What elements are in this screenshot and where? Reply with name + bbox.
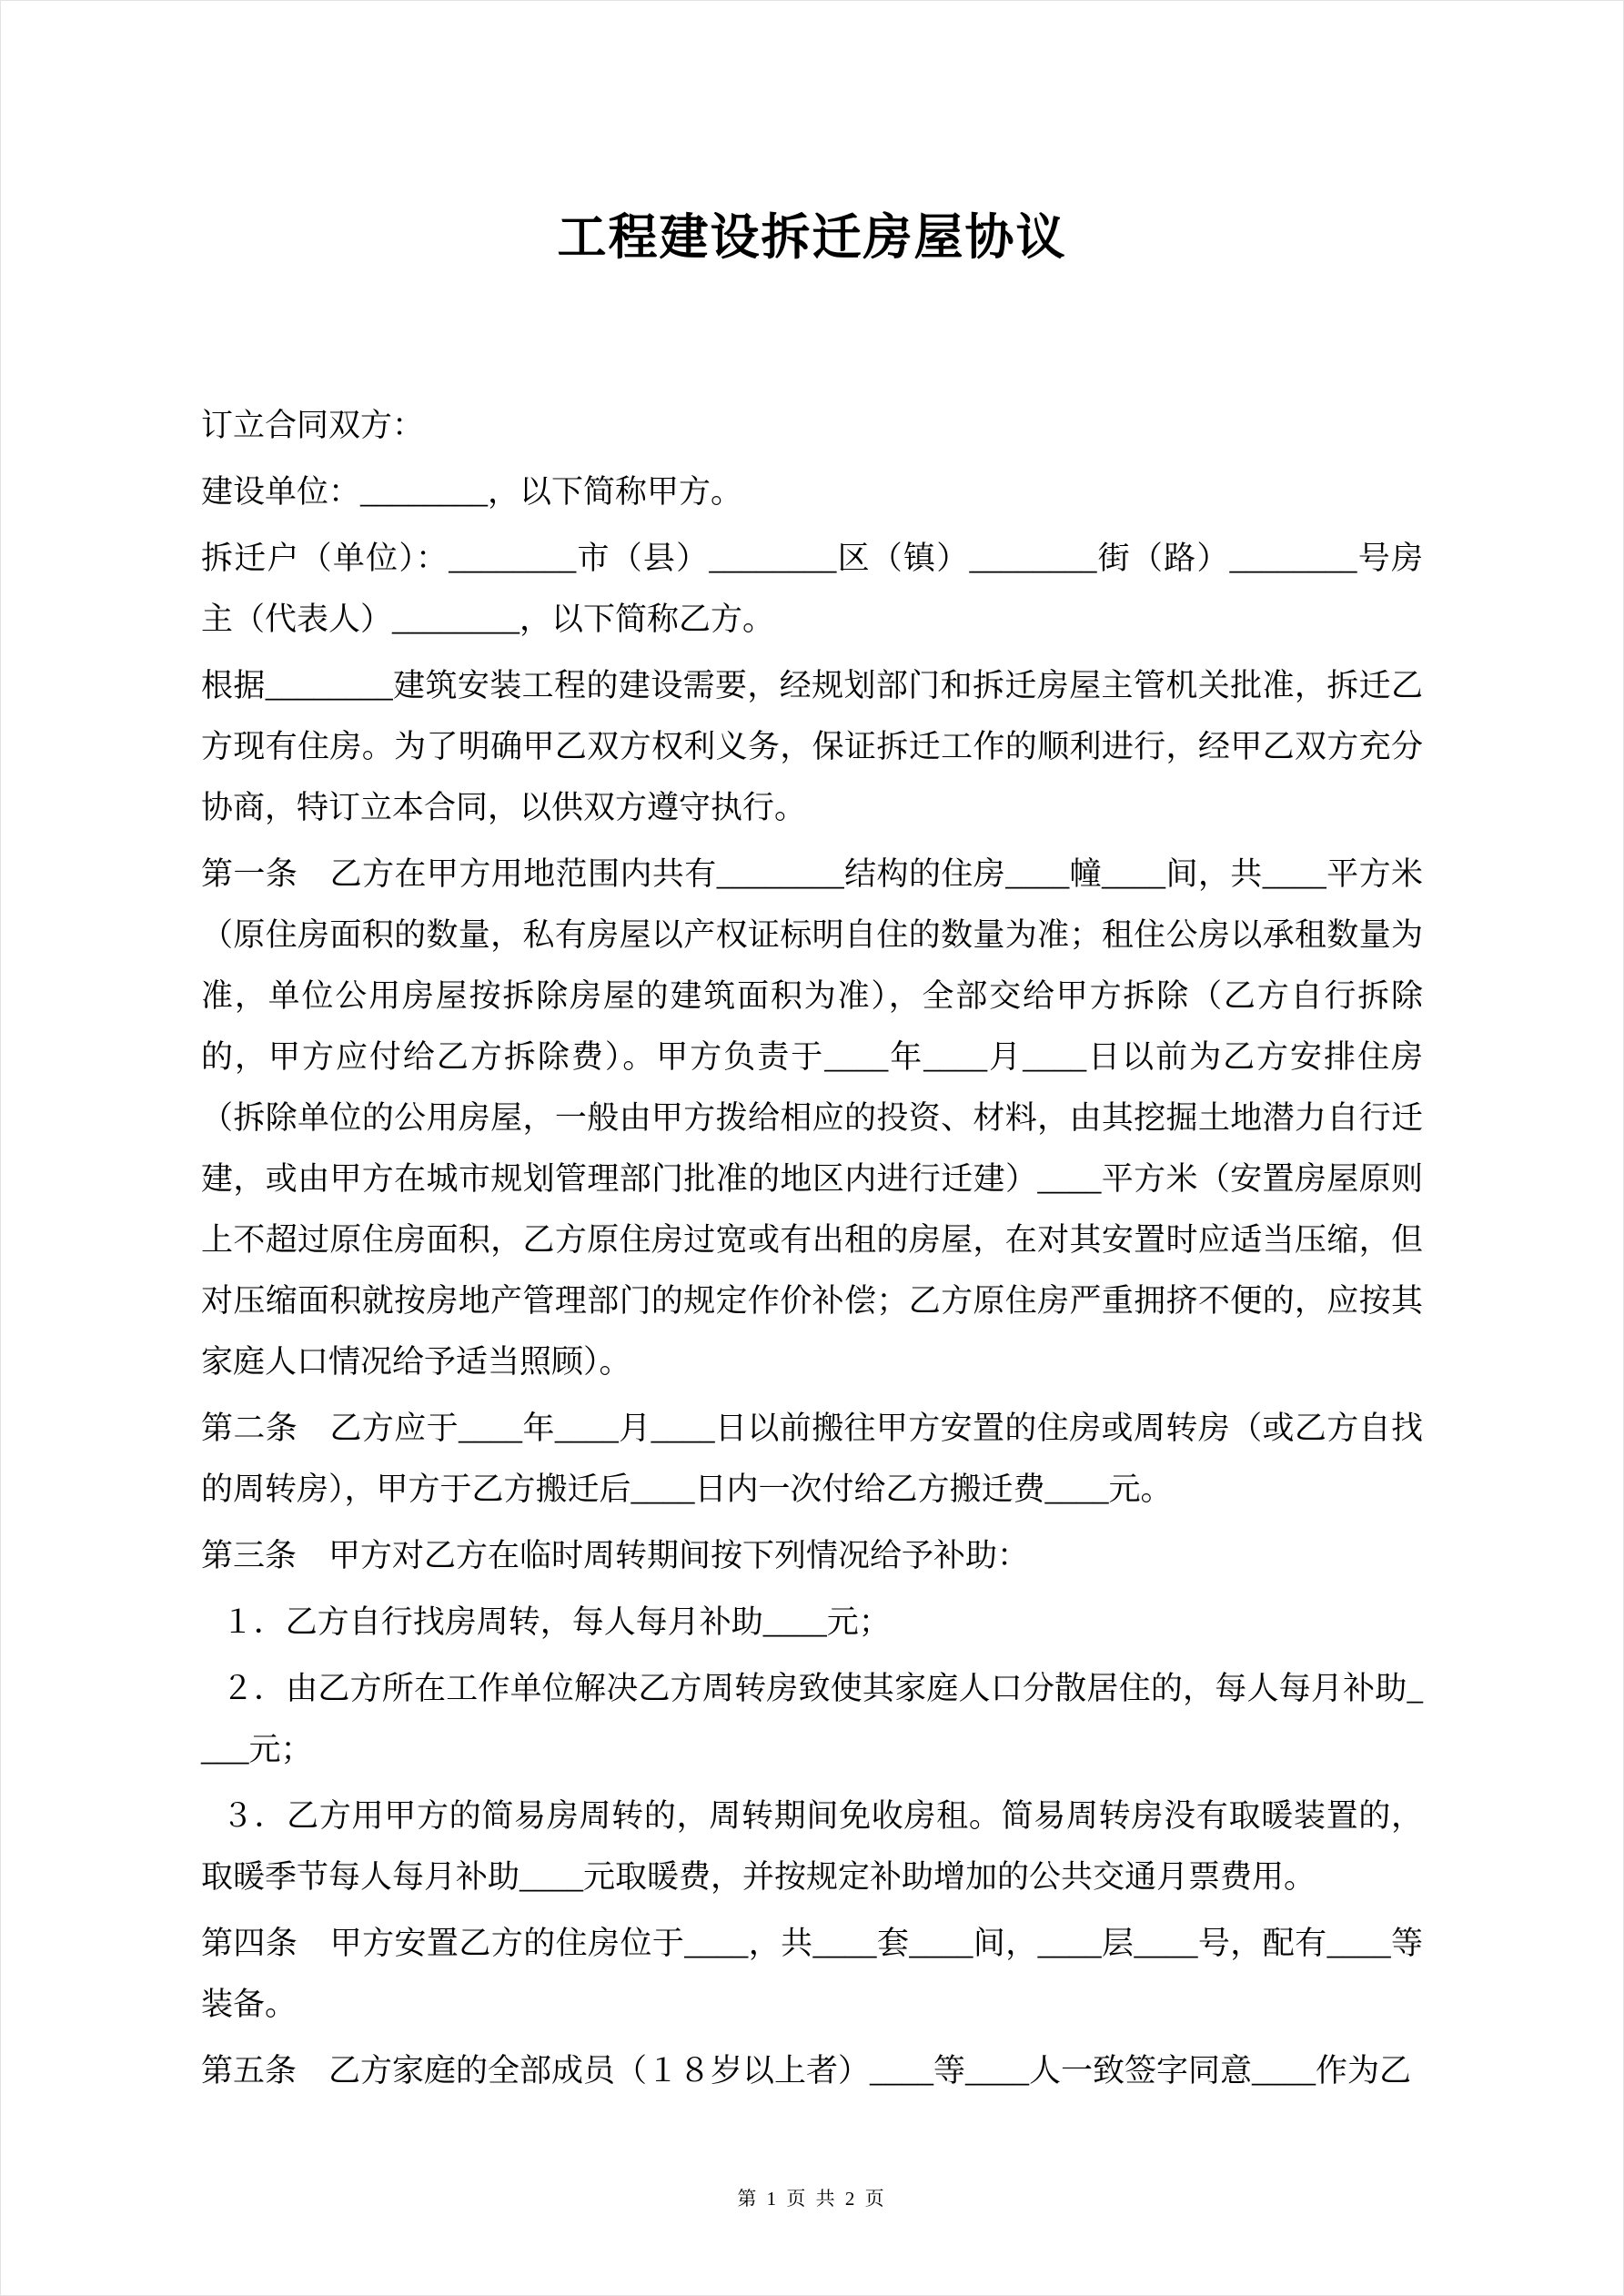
- paragraph: 第三条 甲方对乙方在临时周转期间按下列情况给予补助：: [201, 1537, 1030, 1573]
- paragraph: 第一条 乙方在甲方用地范围内共有________结构的住房____幢____间，共____平方米（原住房面积的数量，私有房屋以产权证标明自住的数量为准；租住公房以承租数量为准，单位公用房屋按拆除房屋的建筑面积为准），全部交给甲方拆除（乙方自行拆除的，甲方应付给乙方拆除费）。甲方负责于____年____月____日以前为乙方安排住房（拆除单位的公用房屋，一般由甲方拨给相应的投资、材料，由其挖掘土地潜力自行迁建，或由甲方在城市规划管理部门批准的地区内进行迁建）____平方米（安置房屋原则上不超过原住房面积，乙方原住房过宽或有出租的房屋，在对其安置时应适当压缩，但对压缩面积就按房地产管理部门的规定作价补偿；乙方原住房严重拥挤不便的，应按其家庭人口情况给予适当照顾）。: [201, 855, 1423, 1380]
- paragraph: 建设单位：________，以下简称甲方。: [201, 473, 743, 510]
- paragraph: 拆迁户（单位）：________市（县）________区（镇）________街（路）________号房主（代表人）________，以下简称乙方。: [201, 540, 1423, 637]
- paragraph: 第五条 乙方家庭的全部成员（１８岁以上者）____等____人一致签字同意____作为乙: [201, 2052, 1412, 2089]
- paragraph: 订立合同双方：: [201, 407, 425, 443]
- document-title: 工程建设拆迁房屋协议: [557, 210, 1067, 265]
- document-body: [201, 395, 1423, 2101]
- paragraph: 第四条 甲方安置乙方的住房位于____，共____套____间，____层____号，配有____等装备。: [201, 1925, 1423, 2022]
- page-footer: 第 1 页 共 2 页: [737, 2188, 887, 2210]
- paragraph: 根据________建筑安装工程的建设需要，经规划部门和拆迁房屋主管机关批准，拆迁乙方现有住房。为了明确甲乙双方权利义务，保证拆迁工作的顺利进行，经甲乙双方充分协商，特订立本合同，以供双方遵守执行。: [201, 667, 1423, 825]
- paragraph: ２．由乙方所在工作单位解决乙方周转房致使其家庭人口分散居住的，每人每月补助____元；: [201, 1670, 1423, 1767]
- paragraph: ３．乙方用甲方的简易房周转的，周转期间免收房租。简易周转房没有取暖装置的，取暖季节每人每月补助____元取暖费，并按规定补助增加的公共交通月票费用。: [201, 1797, 1423, 1895]
- paragraph: 第二条 乙方应于____年____月____日以前搬往甲方安置的住房或周转房（或乙方自找的周转房），甲方于乙方搬迁后____日内一次付给乙方搬迁费____元。: [201, 1410, 1423, 1507]
- paragraph: １．乙方自行找房周转，每人每月补助____元；: [221, 1603, 891, 1640]
